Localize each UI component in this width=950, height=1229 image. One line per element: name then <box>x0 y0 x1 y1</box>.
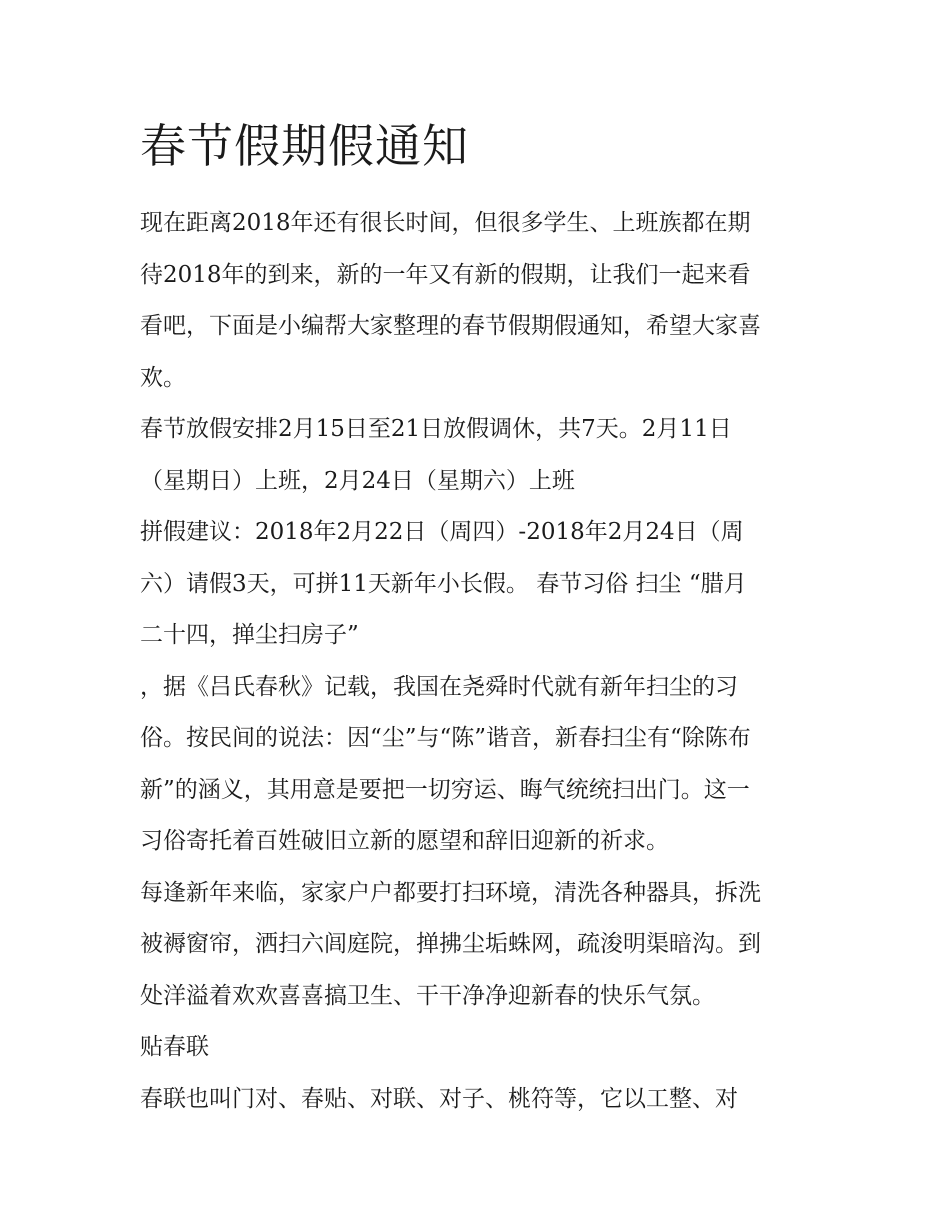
text-line: 春节放假安排2月15日至21日放假调休，共7天。2月11日 <box>140 416 732 442</box>
text-line: （星期日）上班，2月24日（星期六）上班 <box>140 467 575 494</box>
text-line: 二十四，掸尘扫房子” <box>140 622 359 648</box>
text-line: 现在距离2018年还有很长时间，但很多学生、上班族都在期 <box>140 210 751 236</box>
text-line: 习俗寄托着百姓破旧立新的愿望和辞旧迎新的祈求。 <box>140 828 669 854</box>
text-line: 春联也叫门对、春贴、对联、对子、桃符等，它以工整、对 <box>140 1085 738 1112</box>
text-line: 被褥窗帘，洒扫六闾庭院，掸拂尘垢蛛网，疏浚明渠暗沟。到 <box>140 931 761 957</box>
text-line: 待2018年的到来，新的一年又有新的假期，让我们一起来看 <box>140 261 751 288</box>
text-line: 六）请假3天，可拼11天新年小长假。 春节习俗 扫尘 “腊月 <box>140 570 747 597</box>
section-heading: 贴春联 <box>140 1034 209 1060</box>
document-body <box>140 198 820 1125</box>
text-line: ，据《吕氏春秋》记载，我国在尧舜时代就有新年扫尘的习 <box>140 673 738 700</box>
text-line: 看吧，下面是小编帮大家整理的春节假期假通知，希望大家喜 <box>140 313 761 339</box>
text-line: 新”的涵义，其用意是要把一切穷运、晦气统统扫出门。这一 <box>140 776 750 803</box>
text-line: 处洋溢着欢欢喜喜搞卫生、干干净净迎新春的快乐气氛。 <box>140 982 715 1009</box>
text-line: 俗。按民间的说法：因“尘”与“陈”谐音，新春扫尘有“除陈布 <box>140 725 751 751</box>
text-line: 拼假建议：2018年2月22日（周四）-2018年2月24日（周 <box>140 519 744 545</box>
text-line: 每逢新年来临，家家户户都要打扫环境，清洗各种器具，拆洗 <box>140 879 761 906</box>
text-line: 欢。 <box>140 364 186 391</box>
page-title: 春节假期假通知 <box>140 119 469 173</box>
